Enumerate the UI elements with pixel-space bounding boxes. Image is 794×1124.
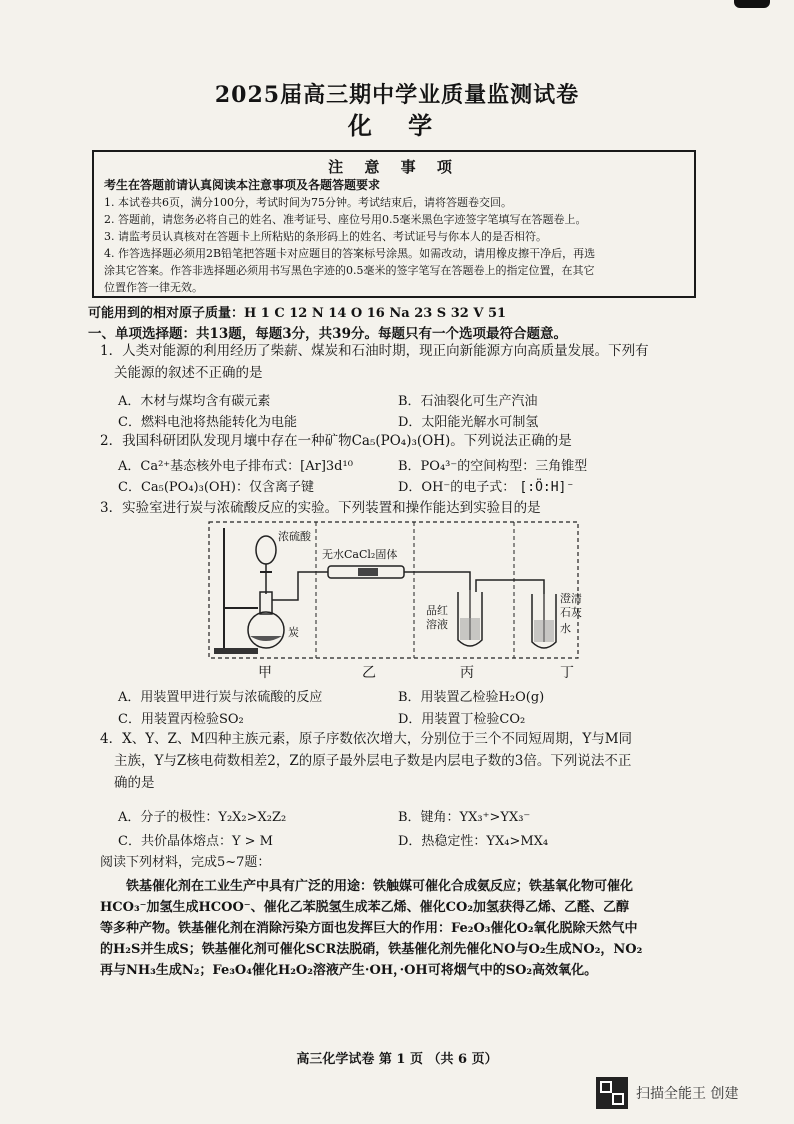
question-1-option-d: D．太阳能光解水可制氢 [398,415,539,430]
iron-stand-base [214,648,258,654]
question-2-option-d [398,476,574,495]
label-jia: 甲 [258,665,272,681]
section-heading: 一、单项选择题：共13题，每题3分，共39分。每题只有一个选项最符合题意。 [88,326,567,342]
label-lime-2: 石灰水 [560,606,582,635]
subject-title: 化 学 [347,111,447,140]
round-flask [248,612,284,648]
flask-neck [260,592,272,614]
qr-code-icon [596,1077,628,1109]
notice-item: 3. 请监考员认真核对在答题卡上所粘贴的条形码上的姓名、考试证号与你本人的是否相符。 [104,230,547,243]
delivery-tube-3 [476,580,544,594]
page-corner-mark [734,0,770,8]
question-1-option-c: C．燃料电池将热能转化为电能 [118,415,297,430]
question-2-option-a: A．Ca²⁺基态核外电子排布式：[Ar]3d¹⁰ [118,459,353,474]
notice-heading: 注 意 事 项 [328,158,460,176]
reading-line: 铁基催化剂在工业生产中具有广泛的用途：铁触媒可催化合成氨反应；铁基氧化物可催化 [126,879,634,894]
label-ding: 丁 [560,665,574,681]
reading-intro: 阅读下列材料，完成5~7题： [100,855,271,870]
question-4-option-c: C．共价晶体熔点：Y > M [118,834,273,849]
question-4-line: 4．X、Y、Z、M四种主族元素，原子序数依次增大，分别位于三个不同短周期，Y与M同 [100,731,633,747]
notice-item: 4. 作答选择题必须用2B铅笔把答题卡对应题目的答案标号涂黑。如需改动，请用橡皮擦干净后，再选 [104,247,596,260]
dropping-funnel [256,536,276,564]
notice-item: 1. 本试卷共6页，满分100分，考试时间为75分钟。考试结束后，请将答题卷交回。 [104,196,512,209]
pinhong-solution [460,618,480,640]
question-2-option-c: C．Ca₅(PO₄)₃(OH)：仅含离子键 [118,480,314,495]
label-cacl2: 无水CaCl₂固体 [322,548,398,561]
notice-item: 涂其它答案。作答非选择题必须用书写黑色字迹的0.5毫米的签字笔写在答题卷上的指定位置，在其它 [104,264,595,277]
label-bing: 丙 [460,665,474,681]
oh-electron-formula: [:Ö:H]⁻ [519,480,575,495]
question-4-option-d: D．热稳定性：YX₄>MX₄ [398,834,549,849]
reading-passage [100,876,715,981]
label-solution: 溶液 [426,618,448,631]
question-2-option-b: B．PO₄³⁻的空间构型：三角锥型 [398,459,588,474]
question-4-option-b: B．键角：YX₃⁺>YX₃⁻ [398,810,531,825]
question-1-option-a: A．木材与煤均含有碳元素 [118,394,271,409]
reading-line: 再与NH₃生成N₂；Fe₃O₄催化H₂O₂溶液产生·OH，·OH可将烟气中的SO₂高效氧化。 [100,963,598,978]
question-1-line: 1．人类对能源的利用经历了柴薪、煤炭和石油时期，现正向新能源方向高质量发展。下列有 [100,343,649,359]
scanner-text: 扫描全能王 创建 [636,1086,739,1102]
label-yi: 乙 [362,665,376,681]
notice-box [92,150,696,298]
atomic-masses: 可能用到的相对原子质量：H 1 C 12 N 14 O 16 Na 23 S 32 V 51 [88,306,507,321]
question-4-line: 主族，Y与Z核电荷数相差2，Z的原子最外层电子数是内层电子数的3倍。下列说法不正 [114,753,632,769]
notice-item: 位置作答一律无效。 [104,281,203,294]
reading-line: 的H₂S并生成S；铁基催化剂可催化SCR法脱硝，铁基催化剂先催化NO与O₂生成NO₂，NO₂ [100,942,643,957]
question-3-option-b: B．用装置乙检验H₂O(g) [398,690,545,705]
question-1-stem [100,340,720,384]
question-1-line: 关能源的叙述不正确的是 [114,365,263,381]
option-d-label: D．OH⁻的电子式： [398,480,516,495]
question-3-option-c: C．用装置丙检验SO₂ [118,712,244,727]
exam-title: 2025届高三期中学业质量监测试卷 [214,82,580,108]
question-1-option-b: B．石油裂化可生产汽油 [398,394,538,409]
label-pinhong: 品红 [426,604,448,617]
apparatus-diagram [208,520,580,660]
notice-subheading: 考生在答题前请认真阅读本注意事项及各题答题要求 [104,178,381,192]
reading-line: 等多种产物。铁基催化剂在消除污染方面也发挥巨大的作用：Fe₂O₃催化O₂氧化脱除天然气中 [100,921,638,936]
question-4-option-a: A．分子的极性：Y₂X₂>X₂Z₂ [118,810,287,825]
question-3-stem: 3．实验室进行炭与浓硫酸反应的实验。下列装置和操作能达到实验目的是 [100,500,541,516]
limewater [534,620,554,642]
label-carbon: 炭 [288,626,299,639]
question-2-stem: 2．我国科研团队发现月壤中存在一种矿物Ca₅(PO₄)₃(OH)。下列说法正确的是 [100,433,572,449]
question-4-line: 确的是 [114,775,155,791]
notice-item: 2. 答题前，请您务必将自己的姓名、准考证号、座位号用0.5毫米黑色字迹签字笔填写在答题卷上。 [104,213,587,226]
delivery-tube-1 [272,572,328,600]
cacl2-solid [358,568,378,576]
page-footer: 高三化学试卷 第 1 页 （共 6 页） [296,1052,498,1067]
question-4-stem [100,728,720,794]
question-3-option-d: D．用装置丁检验CO₂ [398,712,526,727]
reading-line: HCO₃⁻加氢生成HCOO⁻、催化乙苯脱氢生成苯乙烯、催化CO₂加氢获得乙烯、乙醛、乙醇 [100,900,630,915]
label-concentrated-acid: 浓硫酸 [278,530,311,543]
scanner-watermark [596,1076,738,1110]
carbon-in-flask [250,636,282,641]
label-lime-1: 澄清 [560,592,582,605]
apparatus-svg [208,520,580,660]
question-3-option-a: A．用装置甲进行炭与浓硫酸的反应 [118,690,323,705]
